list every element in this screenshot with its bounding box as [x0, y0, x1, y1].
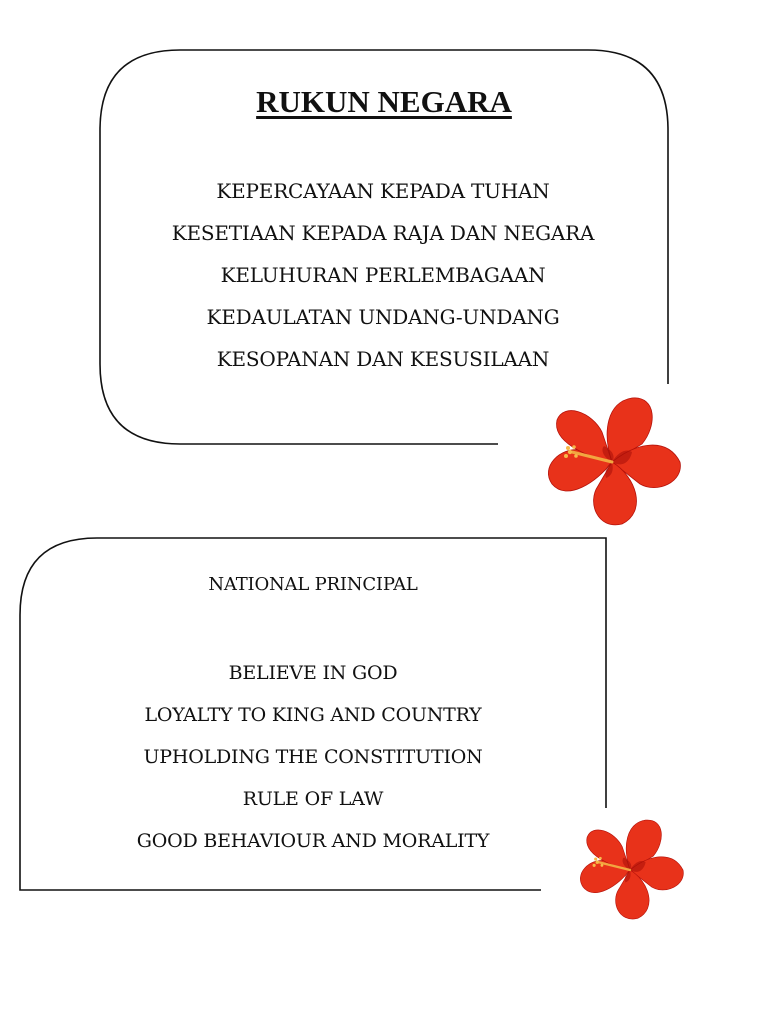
list-item: LOYALTY TO KING AND COUNTRY — [144, 704, 482, 726]
principles-list-english — [20, 652, 606, 862]
page-title: RUKUN NEGARA — [256, 84, 512, 119]
principles-list-malay — [100, 170, 666, 380]
list-item: GOOD BEHAVIOUR AND MORALITY — [136, 830, 490, 852]
list-item: UPHOLDING THE CONSTITUTION — [143, 746, 483, 768]
list-item: BELIEVE IN GOD — [228, 662, 398, 684]
list-item: KESOPANAN DAN KESUSILAAN — [216, 347, 550, 371]
list-item: KEPERCAYAAN KEPADA TUHAN — [216, 179, 550, 203]
hibiscus-flower-icon — [548, 398, 680, 525]
list-item: KELUHURAN PERLEMBAGAAN — [220, 263, 546, 287]
list-item: KEDAULATAN UNDANG-UNDANG — [206, 305, 560, 329]
list-item: KESETIAAN KEPADA RAJA DAN NEGARA — [171, 221, 595, 245]
list-item: RULE OF LAW — [242, 788, 384, 810]
section-title-english: NATIONAL PRINCIPAL — [208, 574, 418, 595]
